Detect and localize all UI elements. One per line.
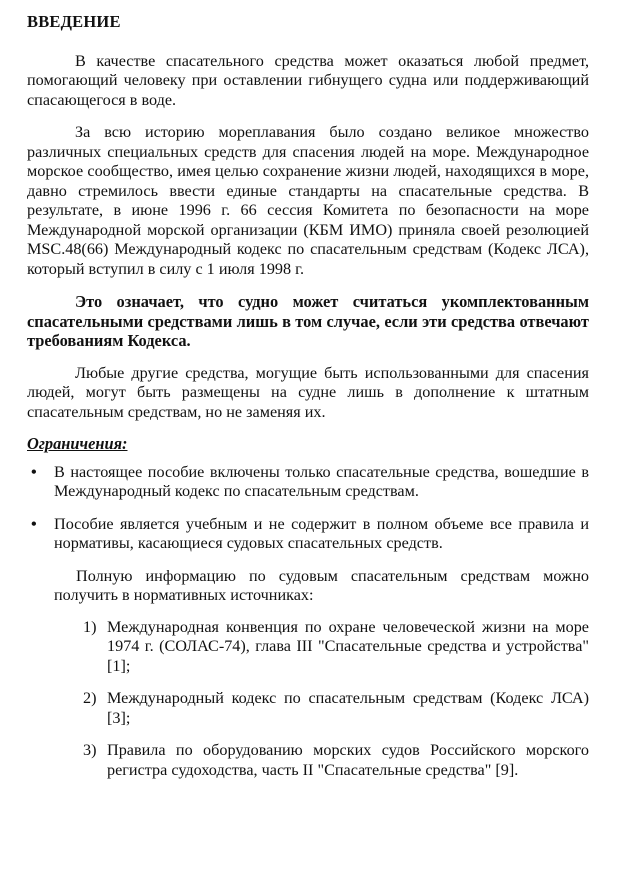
paragraph-other-means: Любые другие средства, могущие быть использованными для спасения людей, могут быть размещены на судне лишь в дополнение к штатным спасательным средствам, но не заменяя их.	[27, 363, 589, 421]
bullet-icon: •	[31, 462, 37, 481]
source-number: 3)	[83, 741, 97, 759]
list-item	[27, 515, 589, 554]
source-number: 1)	[83, 617, 97, 636]
page-heading: ВВЕДЕНИЕ	[27, 12, 121, 31]
sources-intro: Полную информацию по судовым спасательным средствам можно получить в нормативных источниках:	[54, 566, 589, 604]
list-item-text: В настоящее пособие включены только спасательные средства, вошедшие в Международный кодекс по спасательным средствам.	[54, 462, 589, 500]
source-text: Международный кодекс по спасательным средствам (Кодекс ЛСА) [3];	[107, 689, 589, 727]
paragraph-emphasis: Это означает, что судно может считаться укомплектованным спасательными средствами лишь в том случае, если эти средства отвечают требованиям Кодекса.	[27, 292, 589, 350]
source-item	[27, 618, 589, 677]
source-number: 2)	[83, 689, 97, 707]
list-item	[27, 463, 589, 502]
source-item	[27, 741, 589, 780]
source-text: Международная конвенция по охране человеческой жизни на море 1974 г. (СОЛАС-74), глава III "Спасательные средства и устройства" [1];	[107, 617, 589, 675]
limitations-list	[27, 463, 589, 554]
source-text: Правила по оборудованию морских судов Российского морского регистра судоходства, часть II "Спасательные средства" [9].	[107, 741, 589, 779]
sources-list	[27, 618, 589, 781]
source-item	[27, 689, 589, 728]
bullet-icon: •	[31, 514, 37, 533]
list-item-text: Пособие является учебным и не содержит в полном объеме все правила и нормативы, касающиеся судовых спасательных средств.	[54, 514, 589, 552]
limitations-title: Ограничения:	[27, 434, 128, 453]
paragraph-intro: В качестве спасательного средства может оказаться любой предмет, помогающий человеку при оставлении гибнущего судна или поддерживающий спасающегося в воде.	[27, 51, 589, 109]
paragraph-history: За всю историю мореплавания было создано великое множество различных специальных средств для спасения людей на море. Международное морское сообщество, имея целью сохранение жизни людей, находящихся в море, давно стремилось ввести единые стандарты на спасательные средства. В результате, в июне 1996 г. 66 сессия Комитета по безопасности на море Международной морской организации (КБМ ИМО) приняла своей резолюцией MSC.48(66) Международный кодекс по спасательным средствам (Кодекс ЛСА), который вступил в силу с 1 июля 1998 г.	[27, 123, 589, 278]
